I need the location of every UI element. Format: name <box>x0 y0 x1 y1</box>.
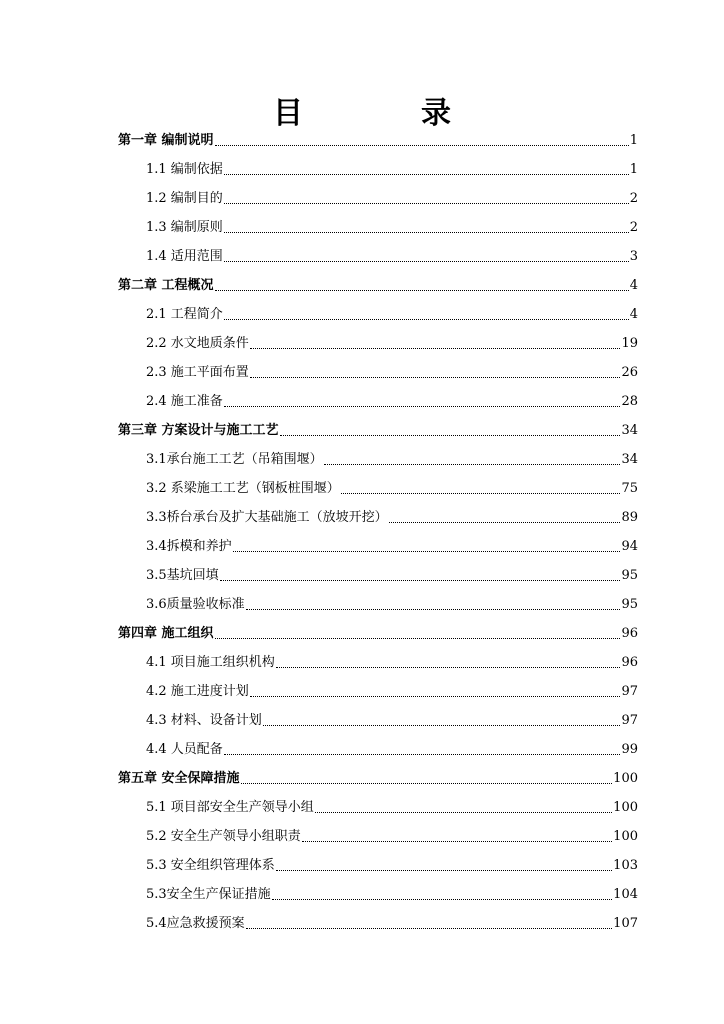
toc-section-entry[interactable] <box>146 331 638 353</box>
dot-leader <box>224 319 629 320</box>
toc-section-entry[interactable] <box>146 737 638 759</box>
dot-leader <box>315 812 612 813</box>
toc-entry-label: 3.3桥台承台及扩大基础施工（放坡开挖） <box>146 510 388 525</box>
toc-page-number: 1 <box>629 133 638 148</box>
toc-section-entry[interactable] <box>146 911 638 933</box>
toc-entry-label: 5.1 项目部安全生产领导小组 <box>146 800 314 815</box>
dot-leader <box>302 841 612 842</box>
toc-section-entry[interactable] <box>146 186 638 208</box>
toc-section-entry[interactable] <box>146 534 638 556</box>
dot-leader <box>224 261 629 262</box>
toc-entry-label: 3.6质量验收标准 <box>146 597 245 612</box>
toc-entry-label: 2.4 施工准备 <box>146 394 223 409</box>
toc-entry-label: 4.4 人员配备 <box>146 742 223 757</box>
toc-section-entry[interactable] <box>146 389 638 411</box>
toc-page-number: 34 <box>621 452 638 467</box>
toc-section-entry[interactable] <box>146 650 638 672</box>
toc-section-entry[interactable] <box>146 157 638 179</box>
toc-entry-label: 5.3安全生产保证措施 <box>146 887 271 902</box>
dot-leader <box>272 899 612 900</box>
toc-page-number: 4 <box>629 278 638 293</box>
toc-page-number: 4 <box>629 307 638 322</box>
toc-page-number: 100 <box>613 829 638 844</box>
toc-section-entry[interactable] <box>146 592 638 614</box>
toc-page-number: 97 <box>621 684 638 699</box>
toc-page-number: 75 <box>621 481 638 496</box>
dot-leader <box>224 174 629 175</box>
toc-page-number: 2 <box>629 191 638 206</box>
toc-section-entry[interactable] <box>146 708 638 730</box>
dot-leader <box>324 464 621 465</box>
toc-page-number: 95 <box>621 597 638 612</box>
dot-leader <box>233 551 621 552</box>
toc-entry-label: 3.2 系梁施工工艺（钢板桩围堰） <box>146 481 340 496</box>
dot-leader <box>276 870 612 871</box>
toc-page-number: 97 <box>621 713 638 728</box>
toc-entry-label: 第三章 方案设计与施工工艺 <box>118 423 279 438</box>
toc-entry-label: 2.1 工程简介 <box>146 307 223 322</box>
toc-page-number: 26 <box>621 365 638 380</box>
dot-leader <box>224 406 621 407</box>
toc-page-number: 89 <box>621 510 638 525</box>
toc-section-entry[interactable] <box>146 679 638 701</box>
toc-page-number: 94 <box>621 539 638 554</box>
toc-section-entry[interactable] <box>146 215 638 237</box>
dot-leader <box>224 754 621 755</box>
toc-page-number: 100 <box>613 771 638 786</box>
toc-entry-label: 1.4 适用范围 <box>146 249 223 264</box>
toc-entry-label: 1.2 编制目的 <box>146 191 223 206</box>
dot-leader <box>215 290 629 291</box>
toc-section-entry[interactable] <box>146 824 638 846</box>
dot-leader <box>280 435 621 436</box>
toc-section-entry[interactable] <box>146 795 638 817</box>
toc-entry-label: 第四章 施工组织 <box>118 626 214 641</box>
toc-chapter-entry[interactable] <box>118 418 638 440</box>
toc-entry-label: 5.3 安全组织管理体系 <box>146 858 275 873</box>
toc-section-entry[interactable] <box>146 360 638 382</box>
dot-leader <box>224 232 629 233</box>
toc-entry-label: 3.4拆模和养护 <box>146 539 232 554</box>
toc-entry-label: 4.3 材料、设备计划 <box>146 713 262 728</box>
dot-leader <box>276 667 621 668</box>
dot-leader <box>246 928 612 929</box>
toc-entry-label: 2.2 水文地质条件 <box>146 336 249 351</box>
toc-page-number: 103 <box>613 858 638 873</box>
toc-entry-label: 4.1 项目施工组织机构 <box>146 655 275 670</box>
toc-page-number: 28 <box>621 394 638 409</box>
dot-leader <box>250 377 621 378</box>
toc-section-entry[interactable] <box>146 853 638 875</box>
dot-leader <box>341 493 621 494</box>
toc-entry-label: 4.2 施工进度计划 <box>146 684 249 699</box>
toc-section-entry[interactable] <box>146 563 638 585</box>
toc-entry-label: 5.2 安全生产领导小组职责 <box>146 829 301 844</box>
toc-page-number: 1 <box>629 162 638 177</box>
toc-section-entry[interactable] <box>146 244 638 266</box>
toc-entry-label: 1.1 编制依据 <box>146 162 223 177</box>
toc-section-entry[interactable] <box>146 882 638 904</box>
toc-entry-label: 第五章 安全保障措施 <box>118 771 240 786</box>
toc-entry-label: 5.4应急救援预案 <box>146 916 245 931</box>
dot-leader <box>224 203 629 204</box>
toc-section-entry[interactable] <box>146 302 638 324</box>
dot-leader <box>250 696 621 697</box>
dot-leader <box>241 783 613 784</box>
toc-page-number: 96 <box>621 626 638 641</box>
toc-chapter-entry[interactable] <box>118 128 638 150</box>
dot-leader <box>220 580 621 581</box>
dot-leader <box>389 522 621 523</box>
toc-entry-label: 第二章 工程概况 <box>118 278 214 293</box>
toc-page-number: 95 <box>621 568 638 583</box>
dot-leader <box>215 145 629 146</box>
toc-chapter-entry[interactable] <box>118 621 638 643</box>
toc-page-number: 34 <box>621 423 638 438</box>
toc-page-number: 107 <box>613 916 638 931</box>
dot-leader <box>246 609 621 610</box>
toc-chapter-entry[interactable] <box>118 273 638 295</box>
toc-entry-label: 3.1承台施工工艺（吊箱围堰） <box>146 452 323 467</box>
toc-page-number: 96 <box>621 655 638 670</box>
toc-section-entry[interactable] <box>146 447 638 469</box>
page-title: 目 录 <box>273 96 495 131</box>
toc-chapter-entry[interactable] <box>118 766 638 788</box>
toc-section-entry[interactable] <box>146 505 638 527</box>
dot-leader <box>250 348 621 349</box>
toc-page-number: 99 <box>621 742 638 757</box>
toc-page-number: 3 <box>629 249 638 264</box>
toc-entry-label: 1.3 编制原则 <box>146 220 223 235</box>
toc-entry-label: 第一章 编制说明 <box>118 133 214 148</box>
toc-page-number: 100 <box>613 800 638 815</box>
toc-entry-label: 3.5基坑回填 <box>146 568 219 583</box>
toc-page-number: 2 <box>629 220 638 235</box>
toc-page-number: 19 <box>621 336 638 351</box>
dot-leader <box>263 725 621 726</box>
toc-page-number: 104 <box>613 887 638 902</box>
toc-section-entry[interactable] <box>146 476 638 498</box>
dot-leader <box>215 638 621 639</box>
toc-entry-label: 2.3 施工平面布置 <box>146 365 249 380</box>
